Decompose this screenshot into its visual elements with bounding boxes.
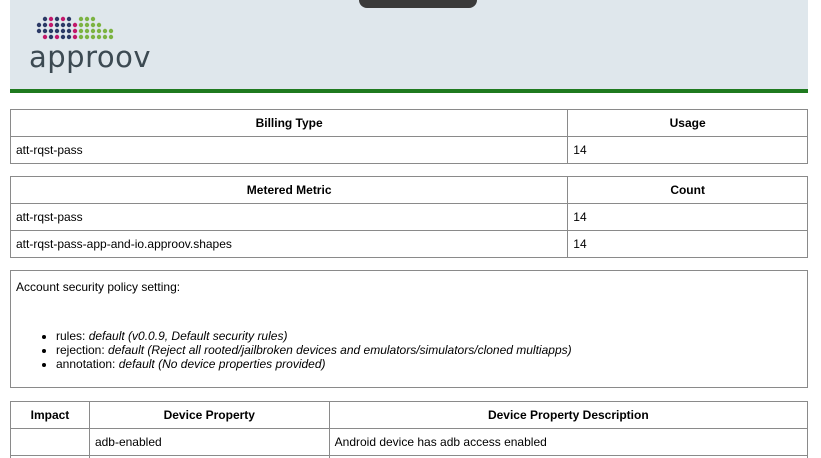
column-header: Billing Type [11,110,568,137]
column-header: Device Property [89,402,329,429]
column-header: Metered Metric [11,177,568,204]
column-header: Impact [11,402,90,429]
list-item [56,343,802,357]
table-header-row [11,110,808,137]
table-row [11,429,808,456]
dot-grid-logo-icon [29,15,133,41]
logo-text: approov [29,40,152,74]
metered-metric-table [10,176,808,258]
table-row [11,137,808,164]
list-item [56,357,802,371]
table-cell: att-rqst-pass [11,204,568,231]
device-property-table [10,401,808,458]
table-header-row [11,402,808,429]
column-header: Usage [568,110,808,137]
policy-value: default (Reject all rooted/jailbroken devices and emulators/simulators/cloned multiapps) [108,343,572,357]
billing-table [10,109,808,164]
policy-key: rejection: [56,343,105,357]
policy-title: Account security policy setting: [16,280,181,294]
list-item [56,329,802,343]
table-cell: 14 [568,204,808,231]
security-policy-box [10,270,808,388]
column-header: Count [568,177,808,204]
table-cell: att-rqst-pass-app-and-io.approov.shapes [11,231,568,258]
column-header: Device Property Description [329,402,807,429]
policy-key: annotation: [56,357,116,371]
floating-toolbar[interactable] [359,0,477,8]
table-row [11,204,808,231]
table-cell: Android device has adb access enabled [329,429,807,456]
table-header-row [11,177,808,204]
policy-value: default (v0.0.9, Default security rules) [88,329,288,343]
table-cell: att-rqst-pass [11,137,568,164]
table-cell: 14 [568,137,808,164]
table-cell: adb-enabled [89,429,329,456]
policy-key: rules: [56,329,86,343]
table-row [11,231,808,258]
page-header [10,0,808,93]
table-cell: 14 [568,231,808,258]
policy-list [16,329,802,371]
policy-value: default (No device properties provided) [118,357,326,371]
table-cell [11,429,90,456]
approov-logo [29,15,152,77]
